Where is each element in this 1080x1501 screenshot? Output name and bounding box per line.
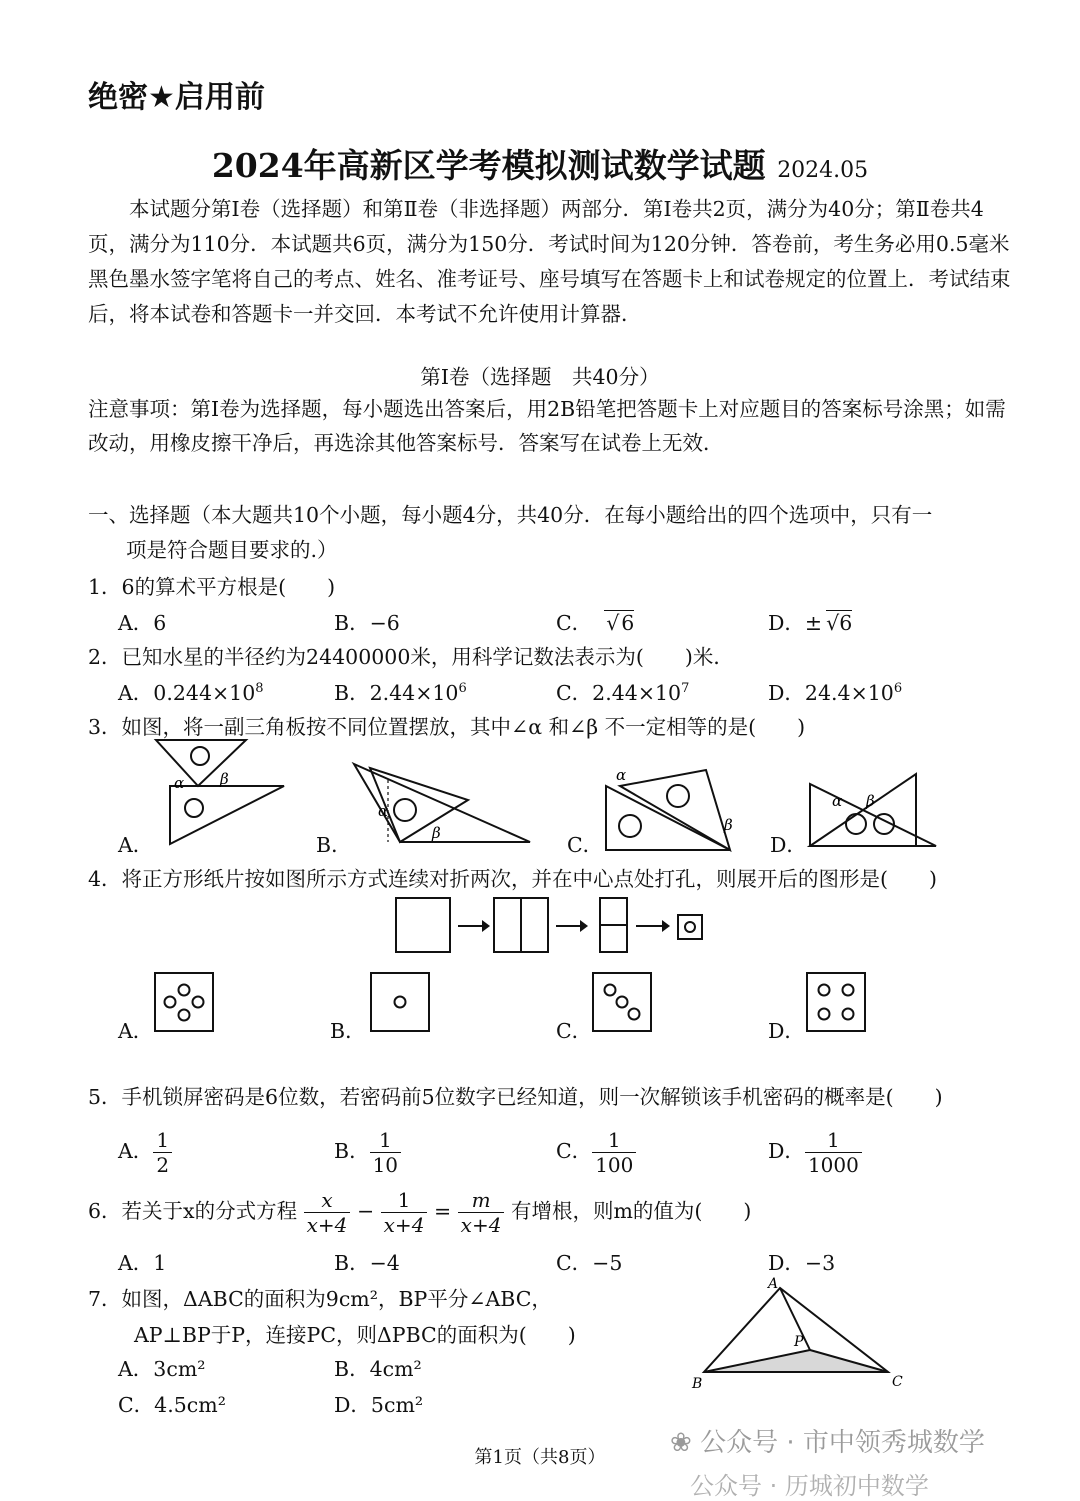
- q1-option-d: D．± √6: [768, 611, 853, 635]
- page-footer: 第1页（共8页）: [474, 1447, 606, 1468]
- q3-option-d: D．: [770, 833, 807, 857]
- q1-option-c: C． √6: [556, 611, 635, 635]
- watermark-secondary: 公众号 · 历城初中数学: [690, 1472, 929, 1500]
- q2-option-c: C．$2.44\times 10^7$: [556, 681, 690, 705]
- exam-instructions: 本试题分第Ⅰ卷（选择题）和第Ⅱ卷（非选择题）两部分．第Ⅰ卷共2页，满分为40分；第Ⅱ卷共4页，满分为110分．本试题共6页，满分为150分．考试时间为120分钟．答卷前，考生务必用0.5毫米黑色墨水签字笔将自己的考点、姓名、准考证号、座号填写在答题卡上和试卷规定的位置上．考试结束后，将本试卷和答题卡一并交回．本考试不允许使用计算器．: [88, 197, 1011, 326]
- q1-option-a: A．6: [118, 611, 167, 635]
- alpha-label: α: [378, 802, 389, 820]
- q7-option-a: A．3cm²: [118, 1357, 206, 1381]
- q5-option-a: A． $\frac{1}{2}$: [118, 1128, 172, 1177]
- watermark-primary: ❀ 公众号 · 市中领秀城数学: [670, 1428, 985, 1458]
- notice-text: 注意事项：第Ⅰ卷为选择题，每小题选出答案后，用2B铅笔把答题卡上对应题目的答案标号涂黑；如需改动，用橡皮擦干净后，再选涂其他答案标号．答案写在试卷上无效．: [88, 397, 1006, 455]
- q3-option-c: C．: [567, 833, 604, 857]
- volume-heading: 第Ⅰ卷（选择题 共40分）: [420, 365, 660, 389]
- vertex-c-label: C: [892, 1374, 903, 1390]
- q6-option-d: D．−3: [768, 1251, 836, 1275]
- beta-label: β: [220, 770, 229, 788]
- vertex-b-label: B: [692, 1376, 703, 1392]
- q5-stem: 5．手机锁屏密码是6位数，若密码前5位数字已经知道，则一次解锁该手机密码的概率是( ): [88, 1085, 943, 1109]
- q3-figure-c: [600, 764, 750, 854]
- q2-option-d: D．$24.4\times 10^6$: [768, 681, 903, 705]
- q3-figure-b: [350, 760, 540, 850]
- section-heading: 一、选择题（本大题共10个小题，每小题4分，共40分．在每小题给出的四个选项中，只有一 项是符合题目要求的.）: [88, 503, 933, 562]
- q2-option-a: A．$0.244\times 10^8$: [118, 681, 264, 705]
- wechat-icon: ❀: [670, 1428, 701, 1458]
- beta-label: β: [866, 792, 875, 810]
- q7-option-d: D．5cm²: [334, 1393, 424, 1417]
- alpha-label: α: [616, 766, 627, 784]
- q4-option-b: B．: [330, 1019, 366, 1043]
- alpha-label: α: [174, 774, 185, 792]
- beta-label: β: [432, 824, 441, 842]
- q4-option-a: A．: [118, 1019, 154, 1043]
- q3-figure-d: [806, 770, 946, 850]
- q5-option-b: B． $\frac{1}{10}$: [334, 1128, 401, 1177]
- exam-title: 2024年高新区学考模拟测试数学试题 2024.05: [211, 146, 869, 185]
- q6-option-c: C．−5: [556, 1251, 623, 1275]
- q3-option-a: A．: [118, 833, 154, 857]
- q4-option-d: D．: [768, 1019, 805, 1043]
- q7-option-c: C．4.5cm²: [118, 1393, 226, 1417]
- q3-stem: 3．如图，将一副三角板按不同位置摆放，其中∠α 和∠β 不一定相等的是( ): [88, 715, 806, 739]
- q2-option-b: B．$2.44\times 10^6$: [334, 681, 467, 705]
- q1-stem: 1．6的算术平方根是( ): [88, 575, 336, 599]
- q7-stem-line1: 7．如图，ΔABC的面积为9cm²，BP平分∠ABC，: [88, 1287, 552, 1311]
- confidential-label: 绝密★启用前: [88, 80, 265, 115]
- q2-stem: 2．已知水星的半径约为24400000米，用科学记数法表示为( )米．: [88, 645, 734, 669]
- beta-label: β: [724, 816, 733, 834]
- alpha-label: α: [832, 792, 843, 810]
- q4-folding-sequence: [392, 896, 722, 960]
- q4-figure-c: [592, 972, 654, 1034]
- q6-option-a: A．1: [118, 1251, 167, 1275]
- q5-option-d: D． $\frac{1}{1000}$: [768, 1128, 862, 1177]
- q1-option-b: B．−6: [334, 611, 400, 635]
- q4-figure-b: [370, 972, 432, 1034]
- q6-option-b: B．−4: [334, 1251, 400, 1275]
- q4-option-c: C．: [556, 1019, 593, 1043]
- vertex-a-label: A: [768, 1276, 779, 1292]
- point-p-label: P: [794, 1334, 804, 1350]
- q7-stem-line2: AP⊥BP于P，连接PC，则ΔPBC的面积为( ): [134, 1323, 576, 1347]
- q4-stem: 4．将正方形纸片按如图所示方式连续对折两次，并在中心点处打孔，则展开后的图形是( ): [88, 867, 938, 891]
- q6-stem: 6．若关于x的分式方程 $\frac{x}{x+4}$ − $\frac{1}{x+4}$ = $\frac{m}{x+4}$ 有增根，则m的值为( ): [88, 1188, 752, 1237]
- q5-option-c: C． $\frac{1}{100}$: [556, 1128, 636, 1177]
- q7-triangle-figure: [684, 1278, 914, 1398]
- q4-figure-d: [806, 972, 868, 1034]
- q3-figure-a: [150, 738, 290, 848]
- q7-option-b: B．4cm²: [334, 1357, 422, 1381]
- q4-figure-a: [154, 972, 216, 1034]
- q3-option-b: B．: [316, 833, 352, 857]
